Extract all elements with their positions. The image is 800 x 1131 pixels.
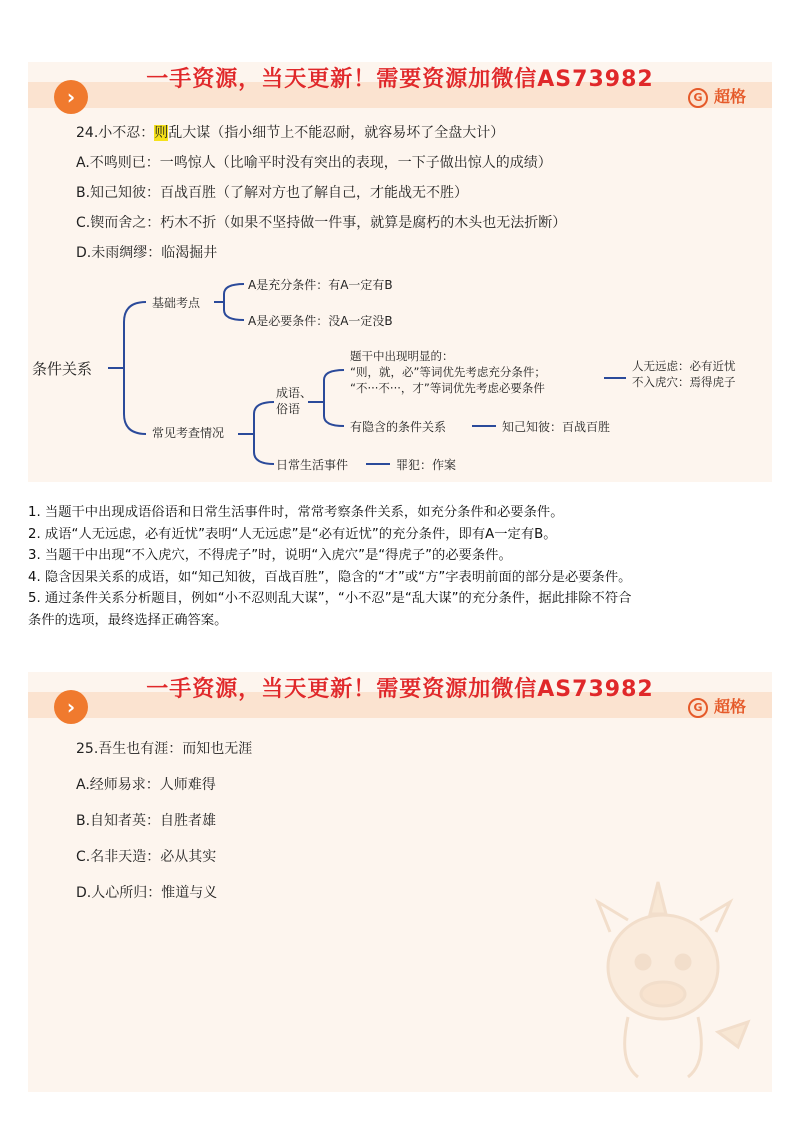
mindmap-daily-example: 罪犯：作案 — [396, 458, 457, 472]
chevron-right-icon: › — [54, 80, 88, 114]
option-d: D.未雨绸缪：临渴掘井 — [76, 245, 218, 261]
mascot-watermark-icon — [588, 872, 758, 1082]
mindmap-example-1: 人无远虑：必有近忧 — [632, 359, 736, 373]
explanation-notes — [28, 502, 772, 631]
brand-logo — [688, 694, 746, 718]
option-b: B.知己知彼：百战百胜（了解对方也了解自己，才能战无不胜） — [76, 185, 469, 201]
logo-g-icon: G — [688, 88, 708, 108]
mindmap-idiom-2: 俗语 — [276, 402, 301, 416]
option-d: D.人心所归：惟道与义 — [76, 885, 218, 901]
question-25: 25.吾生也有涯：而知也无涯 — [76, 741, 253, 757]
option-c: C.名非天造：必从其实 — [76, 849, 217, 865]
note-line: 条件的选项，最终选择正确答案。 — [28, 612, 228, 628]
option-b: B.自知者英：自胜者雄 — [76, 813, 217, 829]
slide-question-24 — [28, 62, 772, 482]
option-a: A.不鸣则已：一鸣惊人（比喻平时没有突出的表现，一下子做出惊人的成绩） — [76, 155, 552, 171]
banner-text: 一手资源，当天更新！需要资源加微信AS73982 — [146, 67, 654, 92]
banner — [28, 672, 772, 722]
banner-text: 一手资源，当天更新！需要资源加微信AS73982 — [146, 677, 654, 702]
mindmap-common: 常见考查情况 — [152, 426, 225, 440]
note-line: 5. 通过条件关系分析题目，例如“小不忍则乱大谋”，“小不忍”是“乱大谋”的充分条件，据此排除不符合 — [28, 591, 632, 606]
slide-question-25 — [28, 672, 772, 1092]
mindmap-idiom: 成语、 — [276, 386, 313, 400]
chevron-right-icon: › — [54, 690, 88, 724]
question-suffix: 乱大谋（指小细节上不能忍耐，就容易坏了全盘大计） — [168, 125, 505, 141]
mindmap-explicit-title: 题干中出现明显的： — [350, 349, 454, 363]
note-line: 2. 成语“人无远虑，必有近忧”表明“人无远虑”是“必有近忧”的充分条件，即有A一定有B。 — [28, 526, 557, 542]
mindmap-implicit-example: 知己知彼：百战百胜 — [502, 420, 611, 434]
question-prefix: 24.小不忍： — [76, 125, 155, 141]
option-a: A.经师易求：人师难得 — [76, 777, 216, 793]
mindmap-daily: 日常生活事件 — [276, 458, 349, 472]
mindmap-explicit-1: “则，就，必”等词优先考虑充分条件； — [350, 365, 546, 379]
mindmap-basic-b: A是必要条件：没A一定没B — [248, 314, 393, 328]
mindmap-root: 条件关系 — [32, 360, 93, 378]
mindmap-implicit: 有隐含的条件关系 — [350, 420, 447, 434]
mindmap-example-2: 不入虎穴：焉得虎子 — [632, 375, 736, 389]
mindmap-basic-a: A是充分条件：有A一定有B — [248, 278, 393, 292]
note-line: 3. 当题干中出现“不入虎穴，不得虎子”时，说明“入虎穴”是“得虎子”的必要条件。 — [28, 548, 512, 563]
logo-text: 超格 — [713, 697, 746, 716]
logo-g-icon: G — [688, 698, 708, 718]
note-line: 1. 当题干中出现成语俗语和日常生活事件时，常常考察条件关系，如充分条件和必要条件。 — [28, 505, 564, 520]
note-line: 4. 隐含因果关系的成语，如“知己知彼，百战百胜”，隐含的“才”或“方”字表明前面的部分是必要条件。 — [28, 569, 632, 585]
mindmap-explicit-2: “不···不···，才”等词优先考虑必要条件 — [350, 381, 545, 395]
logo-text: 超格 — [713, 87, 746, 106]
mindmap-basic: 基础考点 — [152, 296, 201, 310]
highlight-word: 则 — [154, 125, 169, 141]
option-c: C.锲而舍之：朽木不折（如果不坚持做一件事，就算是腐朽的木头也无法折断） — [76, 215, 567, 231]
